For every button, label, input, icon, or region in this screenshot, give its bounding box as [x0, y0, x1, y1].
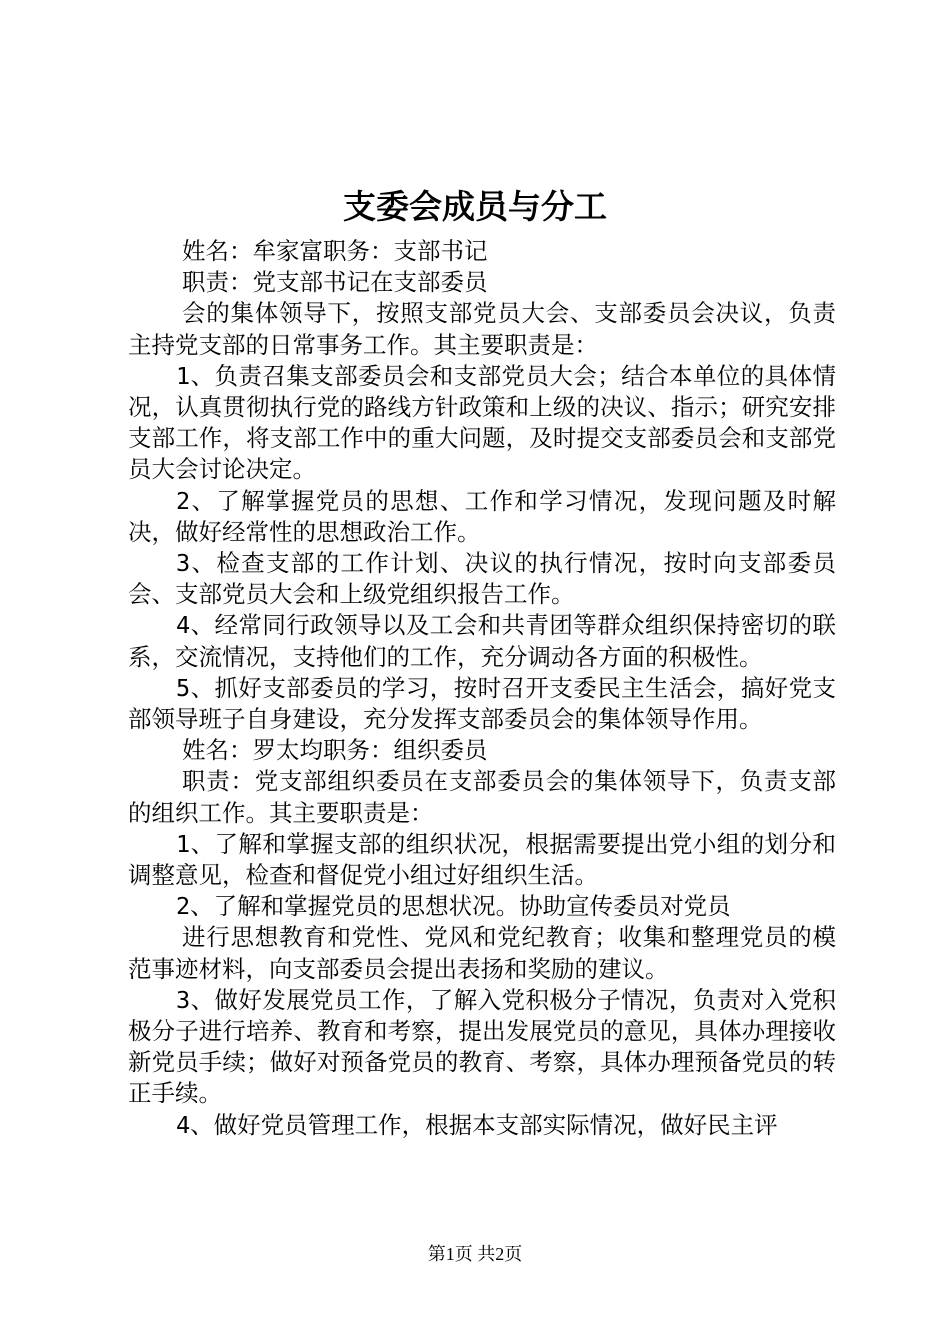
paragraph: 姓名：罗太均职务：组织委员 — [182, 736, 488, 765]
paragraph: 职责：党支部组织委员在支部委员会的集体领导下，负责支部的组织工作。其主要职责是： — [128, 767, 836, 827]
document-body — [128, 236, 836, 1141]
page-number: 第1页 共2页 — [427, 1244, 523, 1264]
paragraph: 姓名：牟家富职务：支部书记 — [182, 237, 488, 265]
paragraph: 会的集体领导下，按照支部党员大会、支部委员会决议，负责主持党支部的日常事务工作。其主要职责是： — [128, 299, 836, 359]
paragraph: 2、了解掌握党员的思想、工作和学习情况，发现问题及时解决，做好经常性的思想政治工作。 — [128, 486, 836, 546]
document-title: 支委会成员与分工 — [343, 187, 607, 226]
paragraph: 进行思想教育和党性、党风和党纪教育；收集和整理党员的模范事迹材料，向支部委员会提出表扬和奖励的建议。 — [128, 923, 836, 983]
paragraph: 职责：党支部书记在支部委员 — [182, 268, 488, 297]
paragraph: 1、负责召集支部委员会和支部党员大会；结合本单位的具体情况，认真贯彻执行党的路线方针政策和上级的决议、指示；研究安排支部工作，将支部工作中的重大问题，及时提交支部委员会和支部党员大会讨论决定。 — [128, 361, 836, 484]
paragraph: 3、做好发展党员工作，了解入党积极分子情况，负责对入党积极分子进行培养、教育和考察，提出发展党员的意见，具体办理接收新党员手续；做好对预备党员的教育、考察，具体办理预备党员的转正手续。 — [128, 985, 836, 1108]
paragraph: 2、了解和掌握党员的思想状况。协助宣传委员对党员 — [176, 892, 731, 921]
paragraph: 3、检查支部的工作计划、决议的执行情况，按时向支部委员会、支部党员大会和上级党组织报告工作。 — [128, 549, 836, 609]
paragraph: 4、做好党员管理工作，根据本支部实际情况，做好民主评 — [176, 1110, 778, 1139]
paragraph: 4、经常同行政领导以及工会和共青团等群众组织保持密切的联系，交流情况，支持他们的工作，充分调动各方面的积极性。 — [128, 611, 836, 671]
paragraph: 5、抓好支部委员的学习，按时召开支委民主生活会，搞好党支部领导班子自身建设，充分发挥支部委员会的集体领导作用。 — [128, 673, 836, 734]
paragraph: 1、了解和掌握支部的组织状况，根据需要提出党小组的划分和调整意见，检查和督促党小组过好组织生活。 — [128, 829, 836, 890]
